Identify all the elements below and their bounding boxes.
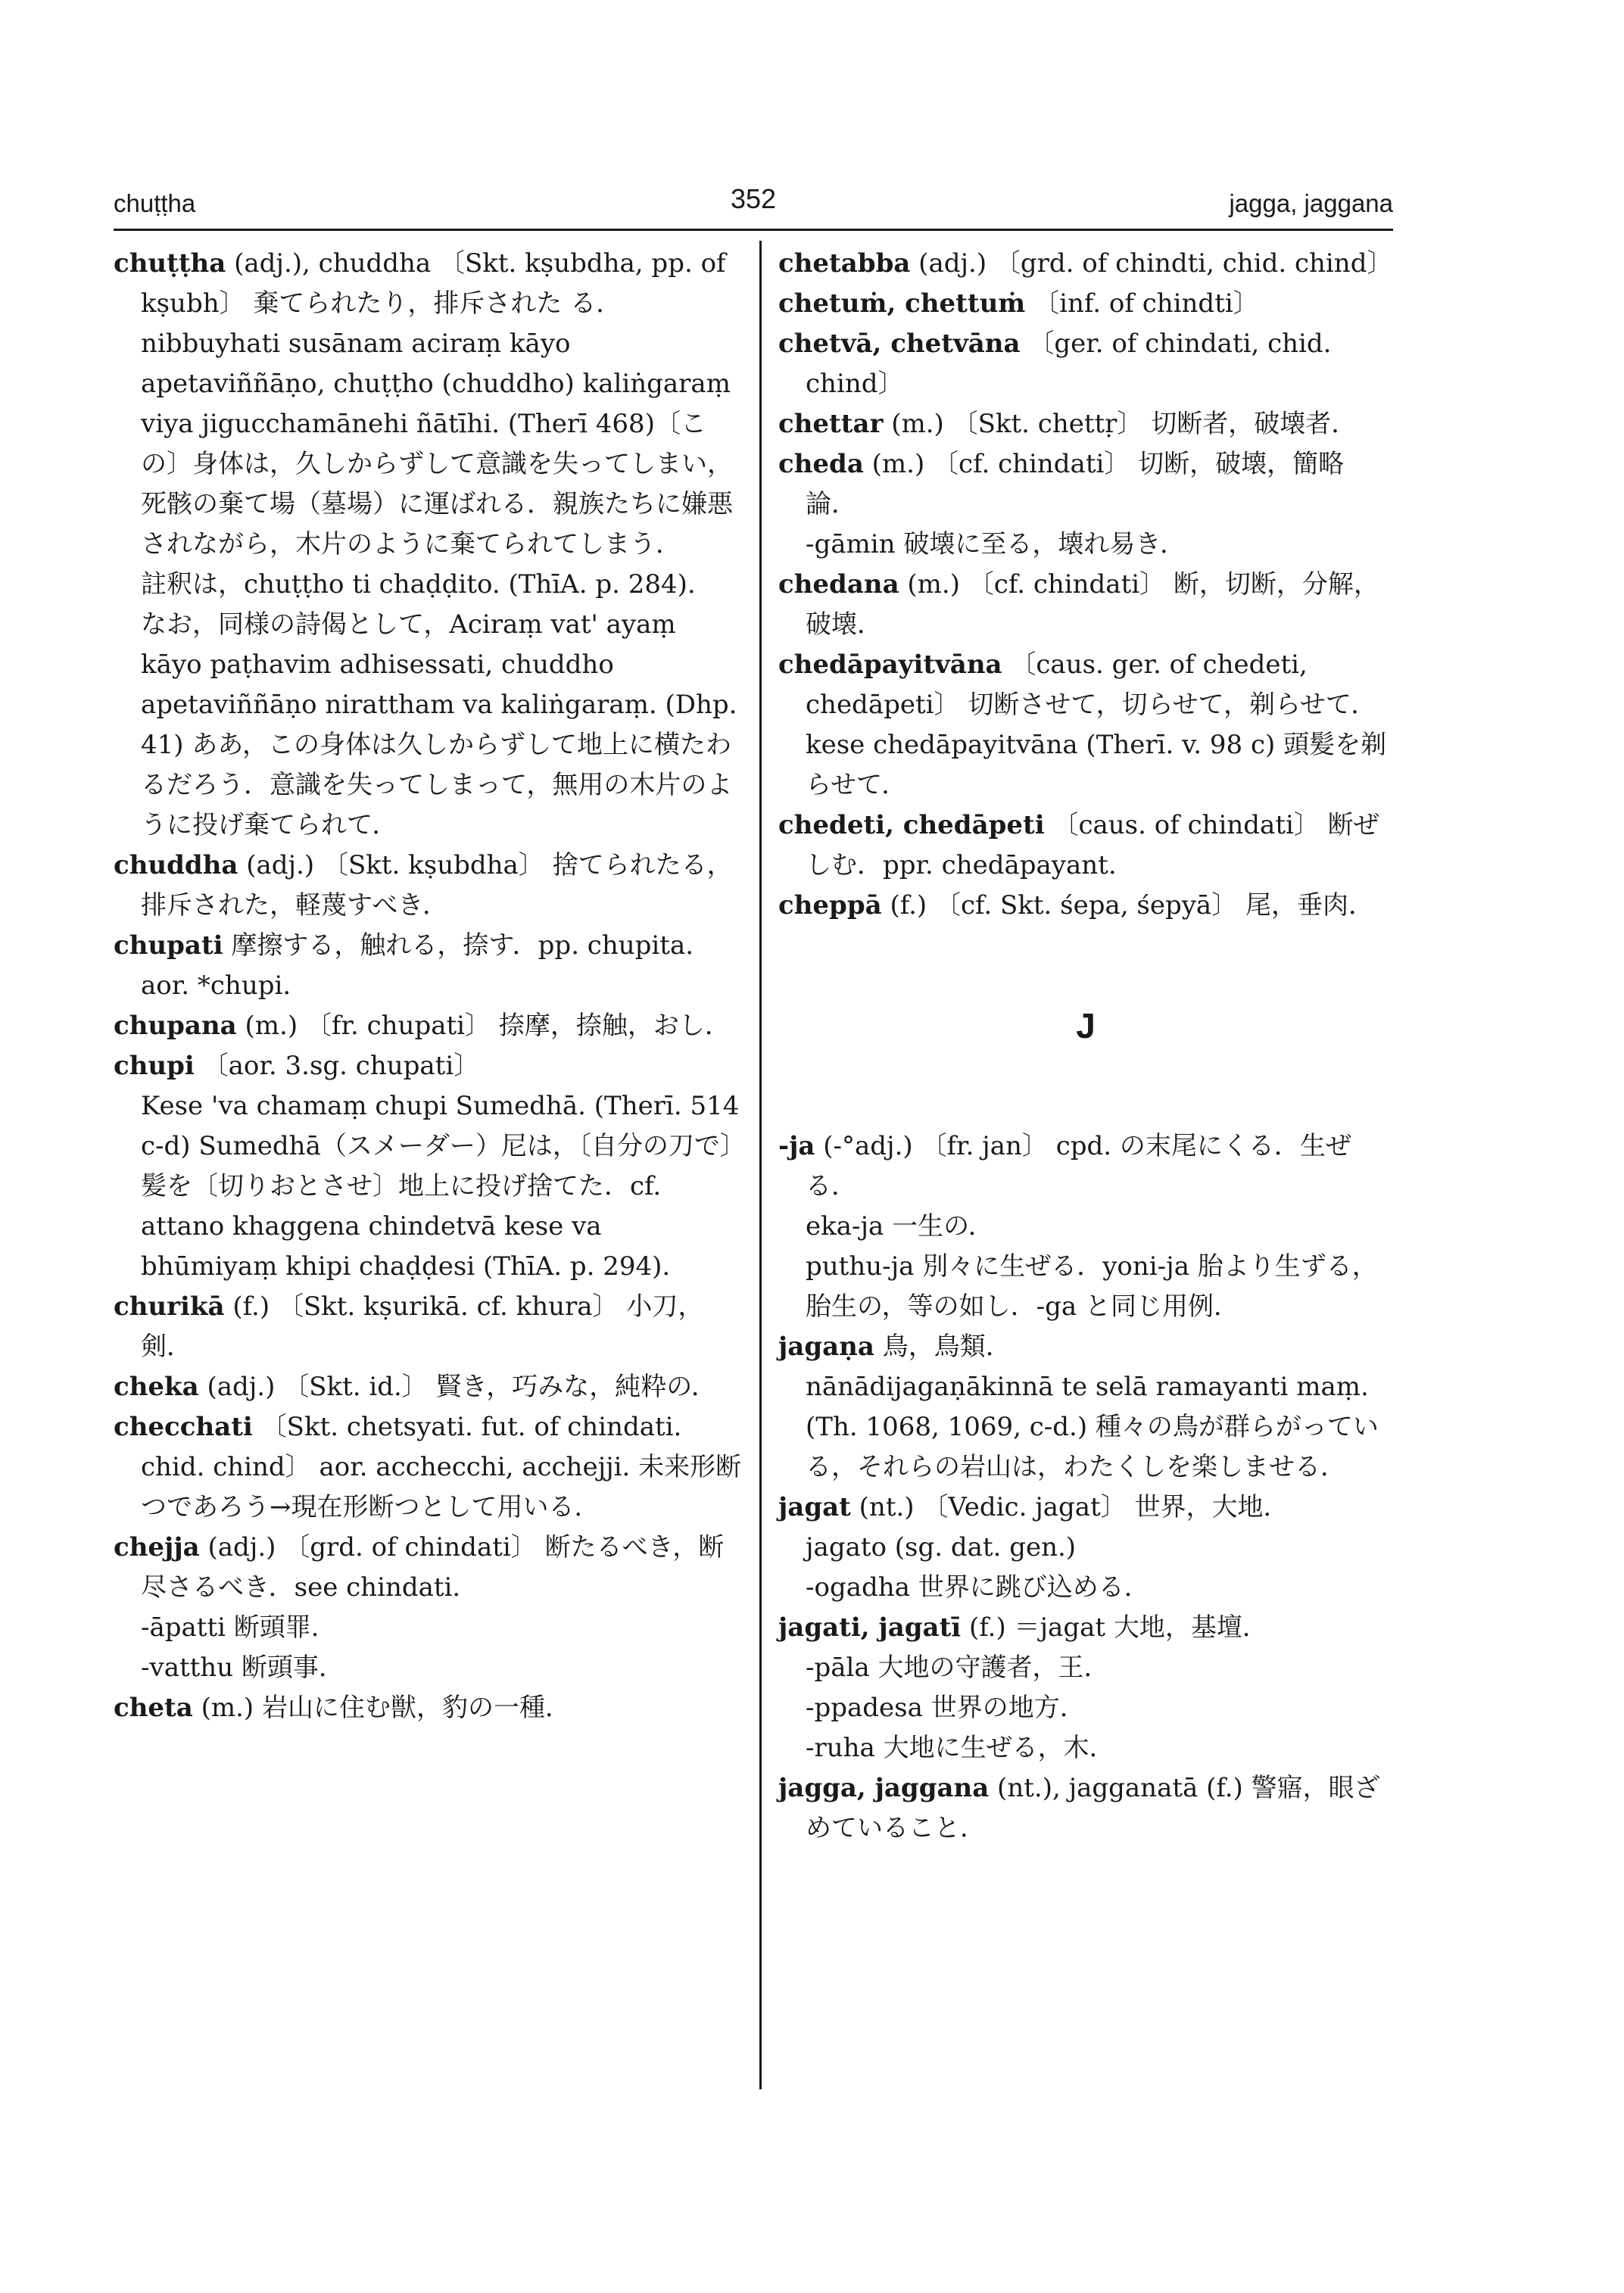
entry-headword: chetabba bbox=[778, 248, 911, 279]
entry-headword: jagati, jagatī bbox=[778, 1612, 962, 1643]
entry-subline bbox=[114, 1608, 742, 1648]
entry-subline bbox=[778, 1568, 1393, 1608]
dictionary-entry bbox=[114, 1407, 742, 1528]
entry-text: 〔caus. of chindati〕 断ぜしむ．ppr. chedāpayant. bbox=[806, 810, 1379, 880]
entry-text: puthu-ja 別々に生ぜる．yoni-ja 胎より生ずる，胎生の，等の如し．-ga と同じ用例． bbox=[806, 1251, 1378, 1322]
entry-text: (f.) 〔Skt. kṣurikā. cf. khura〕 小刀，剣． bbox=[141, 1291, 704, 1362]
column-divider bbox=[759, 241, 762, 2089]
dictionary-entry bbox=[778, 1126, 1393, 1207]
dictionary-entry bbox=[778, 1768, 1393, 1849]
dictionary-entry bbox=[114, 846, 742, 926]
entry-text: nibbuyhati susānam aciraṃ kāyo apetaviññāṇo, chuṭṭho (chuddho) kaliṅgaraṃ viya jigucchamānehi ñātīhi. (Therī 468)〔この〕身体は，久しからずして意識を失ってしまい，死骸の棄て場（墓場）に運ばれる．親族たちに嫌悪されながら，木片のように棄てられてしまう． bbox=[141, 329, 733, 559]
entry-text: -gāmin 破壊に至る，壊れ易き． bbox=[806, 529, 1186, 559]
entry-text: jagato (sg. dat. gen.) bbox=[806, 1532, 1077, 1562]
dictionary-entry bbox=[114, 244, 742, 324]
entry-text: -ppadesa 世界の地方． bbox=[806, 1693, 1086, 1723]
entry-text: nānādijagaṇākinnā te selā ramayanti maṃ. (Th. 1068, 1069, c-d.) 種々の鳥が群らがっている，それらの岩山は，わたくしを楽しませる． bbox=[806, 1372, 1379, 1482]
entry-text: -āpatti 断頭罪． bbox=[141, 1612, 337, 1643]
entry-text: kese chedāpayitvāna (Therī. v. 98 c) 頭髪を剃らせて． bbox=[806, 730, 1387, 800]
entry-subline bbox=[778, 1728, 1393, 1768]
entry-headword: jagga, jaggana bbox=[778, 1773, 990, 1803]
entry-headword: chuṭṭha bbox=[114, 248, 226, 279]
entry-subline bbox=[778, 1528, 1393, 1568]
entry-headword: cheda bbox=[778, 449, 864, 479]
entry-text: (m.) 〔Skt. chettṛ〕 切断者，破壊者． bbox=[883, 409, 1357, 439]
entry-headword: cheppā bbox=[778, 890, 882, 921]
entry-headword: checchati bbox=[114, 1412, 253, 1442]
entry-text: (m.) 岩山に住む獣，豹の一種． bbox=[192, 1693, 571, 1723]
entry-headword: chupati bbox=[114, 930, 223, 961]
entry-subline bbox=[778, 725, 1393, 805]
entry-subline bbox=[778, 1688, 1393, 1728]
entry-subline bbox=[778, 1207, 1393, 1247]
dictionary-entry bbox=[114, 1367, 742, 1407]
entry-subline bbox=[114, 605, 742, 846]
entry-text: 摩擦する，触れる，捺す．pp. chupita. aor. *chupi. bbox=[141, 930, 694, 1001]
dictionary-entry bbox=[114, 1688, 742, 1728]
dictionary-entry bbox=[114, 1046, 742, 1086]
entry-subline bbox=[114, 1648, 742, 1688]
entry-headword: chupana bbox=[114, 1011, 237, 1041]
entry-text: 〔inf. of chindti〕 bbox=[1025, 288, 1259, 319]
entry-text: (-°adj.) 〔fr. jan〕 cpd. の末尾にくる．生ぜる． bbox=[806, 1131, 1351, 1201]
entry-text: (adj.) 〔grd. of chindti, chid. chind〕 bbox=[910, 248, 1393, 279]
entry-text: (adj.) 〔Skt. id.〕 賢き，巧みな，純粋の． bbox=[198, 1372, 717, 1402]
dictionary-entry bbox=[114, 926, 742, 1006]
entry-text: (adj.) 〔grd. of chindati〕 断たるべき，断尽さるべき．see chindati. bbox=[141, 1532, 725, 1603]
entry-text: Kese 'va chamaṃ chupi Sumedhā. (Therī. 514 c-d) Sumedhā（スメーダー）尼は，〔自分の刀で〕髪を〔切りおとさせ〕地上に投げ捨てた．cf. attano khaggena chindetvā kese va bhūmiyaṃ khipi chaḍḍesi (ThīA. p. 294). bbox=[141, 1091, 740, 1282]
entry-headword: chedāpayitvāna bbox=[778, 650, 1002, 680]
entry-headword: chejja bbox=[114, 1532, 200, 1562]
entry-headword: -ja bbox=[778, 1131, 815, 1161]
dictionary-entry bbox=[778, 404, 1393, 444]
running-header bbox=[114, 183, 1393, 229]
dictionary-entry bbox=[114, 1287, 742, 1367]
entry-text: -ruha 大地に生ぜる，木． bbox=[806, 1733, 1115, 1763]
entry-subline bbox=[778, 1367, 1393, 1488]
header-right-guideword: jagga, jaggana bbox=[1229, 189, 1393, 217]
entry-headword: chuddha bbox=[114, 850, 238, 880]
entry-subline bbox=[114, 1086, 742, 1287]
dictionary-entry bbox=[778, 1488, 1393, 1528]
entry-text: なお，同様の詩偈として，Aciraṃ vat' ayaṃ kāyo paṭhavim adhisessati, chuddho apetaviññāṇo nirattham va kaliṅgaraṃ. (Dhp. 41) ああ，この身体は久しからずして地上に横たわるだろう．意識を失ってしまって，無用の木片のように投げ棄てられて． bbox=[141, 609, 737, 840]
entry-headword: chedeti, chedāpeti bbox=[778, 810, 1045, 840]
entry-text: (adj.), chuddha 〔Skt. kṣubdha, pp. of kṣubh〕 棄てられたり，排斥された る． bbox=[141, 248, 726, 319]
right-column-top bbox=[778, 244, 1393, 926]
entry-text: 〔Skt. chetsyati. fut. of chindati. chid. chind〕 aor. acchecchi, acchejji. 未来形断つであろう→現在形断つとして用いる． bbox=[141, 1412, 742, 1522]
entry-headword: cheta bbox=[114, 1693, 193, 1723]
entry-text: (f.) ＝jagat 大地，基壇． bbox=[961, 1612, 1268, 1643]
dictionary-entry bbox=[778, 444, 1393, 525]
entry-subline bbox=[778, 1648, 1393, 1688]
dictionary-entry bbox=[778, 886, 1393, 926]
section-letter: J bbox=[1076, 1006, 1096, 1045]
header-rule bbox=[114, 229, 1393, 231]
entry-text: 鳥，鳥類． bbox=[874, 1332, 1011, 1362]
dictionary-entry bbox=[778, 1327, 1393, 1367]
entry-headword: chedana bbox=[778, 569, 899, 600]
entry-subline bbox=[114, 324, 742, 565]
dictionary-entry bbox=[778, 284, 1393, 324]
right-column-bottom bbox=[778, 1126, 1393, 1849]
header-left-guideword: chuṭṭha bbox=[114, 189, 196, 217]
right-column bbox=[778, 244, 1393, 1849]
entry-text: (nt.) 〔Vedic. jagat〕 世界，大地． bbox=[850, 1492, 1289, 1522]
entry-headword: chetuṁ, chettuṁ bbox=[778, 288, 1026, 319]
entry-text: 〔caus. ger. of chedeti, chedāpeti〕 切断させて，切らせて，剃らせて． bbox=[806, 650, 1377, 720]
entry-text: -ogadha 世界に跳び込める． bbox=[806, 1572, 1150, 1603]
entry-text: (m.) 〔cf. chindati〕 切断，破壊，簡略論． bbox=[806, 449, 1345, 519]
entry-headword: chupi bbox=[114, 1051, 195, 1081]
dictionary-entry bbox=[778, 324, 1393, 404]
dictionary-entry bbox=[778, 244, 1393, 284]
entry-text: (f.) 〔cf. Skt. śepa, śepyā〕 尾，垂肉． bbox=[881, 890, 1375, 921]
page-number: 352 bbox=[730, 183, 777, 214]
dictionary-entry bbox=[778, 565, 1393, 645]
entry-text: 〔aor. 3.sg. chupati〕 bbox=[194, 1051, 480, 1081]
entry-text: -pāla 大地の守護者，王． bbox=[806, 1653, 1110, 1683]
entry-subline bbox=[114, 565, 742, 605]
entry-text: (nt.), jagganatā (f.) 警寤，眼ざめていること． bbox=[806, 1773, 1380, 1843]
dictionary-entry bbox=[114, 1528, 742, 1608]
dictionary-entry bbox=[778, 805, 1393, 886]
dictionary-entry bbox=[114, 1006, 742, 1046]
entry-subline bbox=[778, 525, 1393, 565]
dictionary-entry bbox=[778, 1608, 1393, 1648]
dictionary-entry bbox=[778, 645, 1393, 725]
entry-subline bbox=[778, 1247, 1393, 1327]
entry-text: (m.) 〔cf. chindati〕 断，切断，分解，破壊． bbox=[806, 569, 1379, 640]
entry-text: 〔ger. of chindati, chid. chind〕 bbox=[806, 329, 1332, 399]
left-column bbox=[114, 244, 742, 1728]
entry-headword: jagaṇa bbox=[778, 1332, 874, 1362]
entry-headword: cheka bbox=[114, 1372, 199, 1402]
entry-text: eka-ja 一生の． bbox=[806, 1211, 994, 1242]
entry-headword: jagat bbox=[778, 1492, 851, 1522]
entry-headword: chetvā, chetvāna bbox=[778, 329, 1021, 359]
entry-text: (adj.) 〔Skt. kṣubdha〕 捨てられたる，排斥された，軽蔑すべき． bbox=[141, 850, 733, 921]
entry-text: 註釈は，chuṭṭho ti chaḍḍito. (ThīA. p. 284). bbox=[141, 569, 696, 600]
entry-text: (m.) 〔fr. chupati〕 捺摩，捺触，おし． bbox=[236, 1011, 731, 1041]
entry-headword: churikā bbox=[114, 1291, 225, 1322]
entry-headword: chettar bbox=[778, 409, 884, 439]
entry-text: -vatthu 断頭事． bbox=[141, 1653, 344, 1683]
